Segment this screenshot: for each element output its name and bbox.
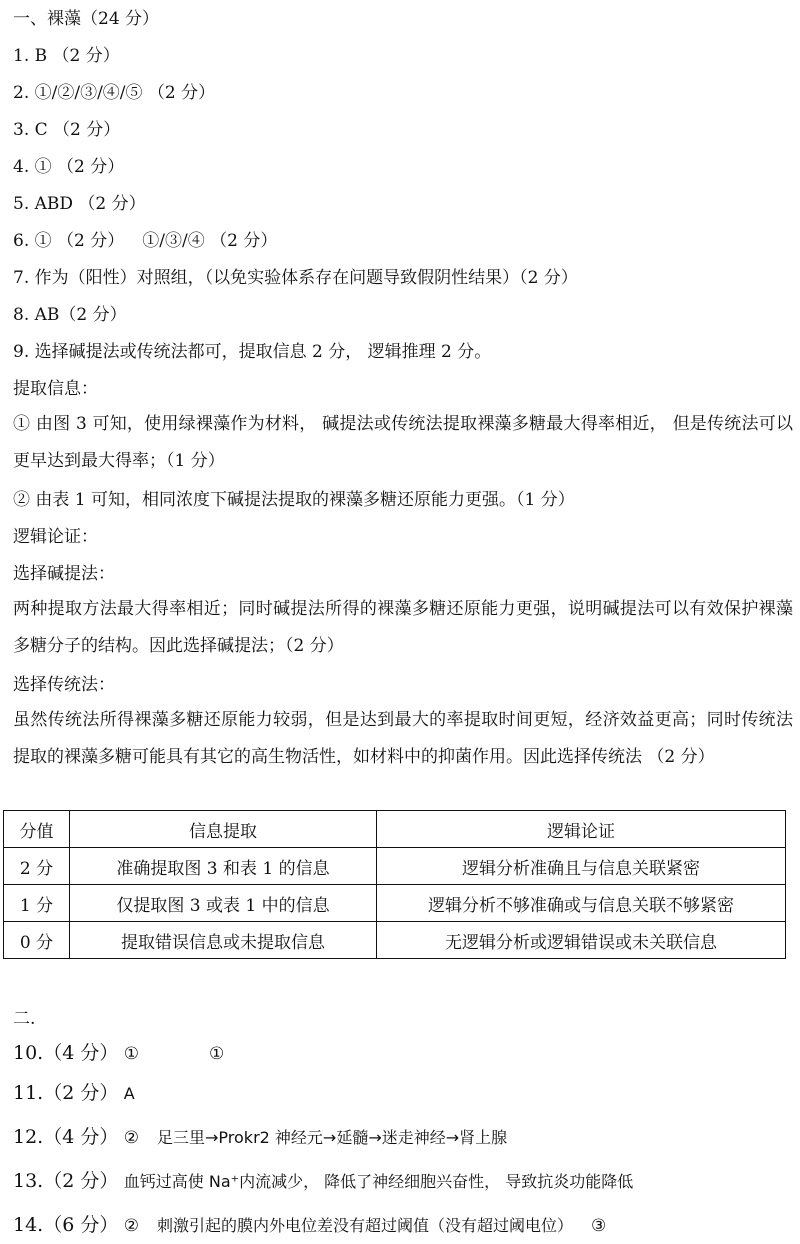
q13-number: 13.（2 分）: [13, 1170, 119, 1192]
table-row: [4, 848, 786, 885]
question-11: [13, 1082, 135, 1105]
table-cell: 提取错误信息或未提取信息: [70, 922, 377, 959]
question-10: [13, 1042, 224, 1065]
table-cell: 1 分: [4, 885, 70, 922]
alkali-text: 两种提取方法最大得率相近；同时碱提法所得的裸藻多糖还原能力更强，说明碱提法可以有效保护裸藻多糖分子的结构。因此选择碱提法；（2 分）: [13, 599, 793, 656]
question-14: [13, 1214, 606, 1237]
answer-9: 9. 选择碱提法或传统法都可，提取信息 2 分， 逻辑推理 2 分。: [13, 342, 492, 362]
q14-answer-c: ③: [591, 1216, 607, 1236]
table-cell: 逻辑分析准确且与信息关联紧密: [377, 848, 786, 885]
q14-answer-a: ②: [123, 1216, 140, 1236]
table-header-info: 信息提取: [70, 811, 377, 848]
answer-4: 4. ① （2 分）: [13, 157, 125, 177]
table-row: [4, 922, 786, 959]
scoring-table: [3, 810, 786, 959]
answer-3: 3. C （2 分）: [13, 120, 121, 140]
answer-6-part-b: ①/③/④ （2 分）: [142, 231, 278, 251]
alkali-heading: 选择碱提法：: [13, 564, 115, 584]
question-12: [13, 1126, 507, 1149]
q12-number: 12.（4 分）: [13, 1126, 119, 1148]
answer-5: 5. ABD （2 分）: [13, 194, 146, 214]
table-header-logic: 逻辑论证: [377, 811, 786, 848]
section-1-title: 一、裸藻（24 分）: [13, 9, 160, 29]
table-cell: 仅提取图 3 或表 1 中的信息: [70, 885, 377, 922]
table-cell: 2 分: [4, 848, 70, 885]
q13-answer: 血钙过高使 Na⁺内流减少， 降低了神经细胞兴奋性， 导致抗炎功能降低: [123, 1172, 634, 1191]
answer-2: 2. ①/②/③/④/⑤ （2 分）: [13, 83, 216, 103]
q10-number: 10.（4 分）: [13, 1042, 119, 1064]
logic-heading: 逻辑论证：: [13, 527, 98, 547]
info-heading: 提取信息：: [13, 379, 98, 399]
q14-number: 14.（6 分）: [13, 1214, 119, 1236]
table-cell: 准确提取图 3 和表 1 的信息: [70, 848, 377, 885]
answer-8: 8. AB（2 分）: [13, 305, 127, 325]
q14-answer-b: 刺激引起的膜内外电位差没有超过阈值（没有超过阈电位）: [157, 1216, 574, 1235]
table-header-score: 分值: [4, 811, 70, 848]
answer-6: [13, 230, 277, 252]
table-cell: 逻辑分析不够准确或与信息关联不够紧密: [377, 885, 786, 922]
q11-number: 11.（2 分）: [13, 1082, 119, 1104]
answer-1: 1. B （2 分）: [13, 46, 120, 66]
q12-answer-a: ②: [123, 1128, 140, 1148]
table-header-row: [4, 811, 786, 848]
question-13: [13, 1170, 633, 1193]
traditional-heading: 选择传统法：: [13, 675, 115, 695]
answer-7: 7. 作为（阳性）对照组，（以免实验体系存在问题导致假阴性结果）（2 分）: [13, 268, 578, 288]
answer-6-part-a: 6. ① （2 分）: [13, 231, 125, 251]
q11-answer: A: [123, 1084, 135, 1103]
table-row: [4, 885, 786, 922]
section-2-title: 二.: [13, 1009, 36, 1029]
table-cell: 无逻辑分析或逻辑错误或未关联信息: [377, 922, 786, 959]
q12-answer-b: 足三里→Prokr2 神经元→延髓→迷走神经→肾上腺: [157, 1128, 508, 1147]
info-point-1: ① 由图 3 可知，使用绿裸藻作为材料， 碱提法或传统法提取裸藻多糖最大得率相近， 但是传统法可以更早达到最大得率；（1 分）: [13, 414, 793, 471]
table-cell: 0 分: [4, 922, 70, 959]
q10-answer-b: ①: [209, 1044, 225, 1064]
traditional-text: 虽然传统法所得裸藻多糖还原能力较弱，但是达到最大的率提取时间更短，经济效益更高；同时传统法提取的裸藻多糖可能具有其它的高生物活性，如材料中的抑菌作用。因此选择传统法 （2 分）: [13, 710, 793, 767]
info-point-2: ② 由表 1 可知，相同浓度下碱提法提取的裸藻多糖还原能力更强。（1 分）: [13, 490, 575, 510]
q10-answer-a: ①: [123, 1044, 140, 1064]
